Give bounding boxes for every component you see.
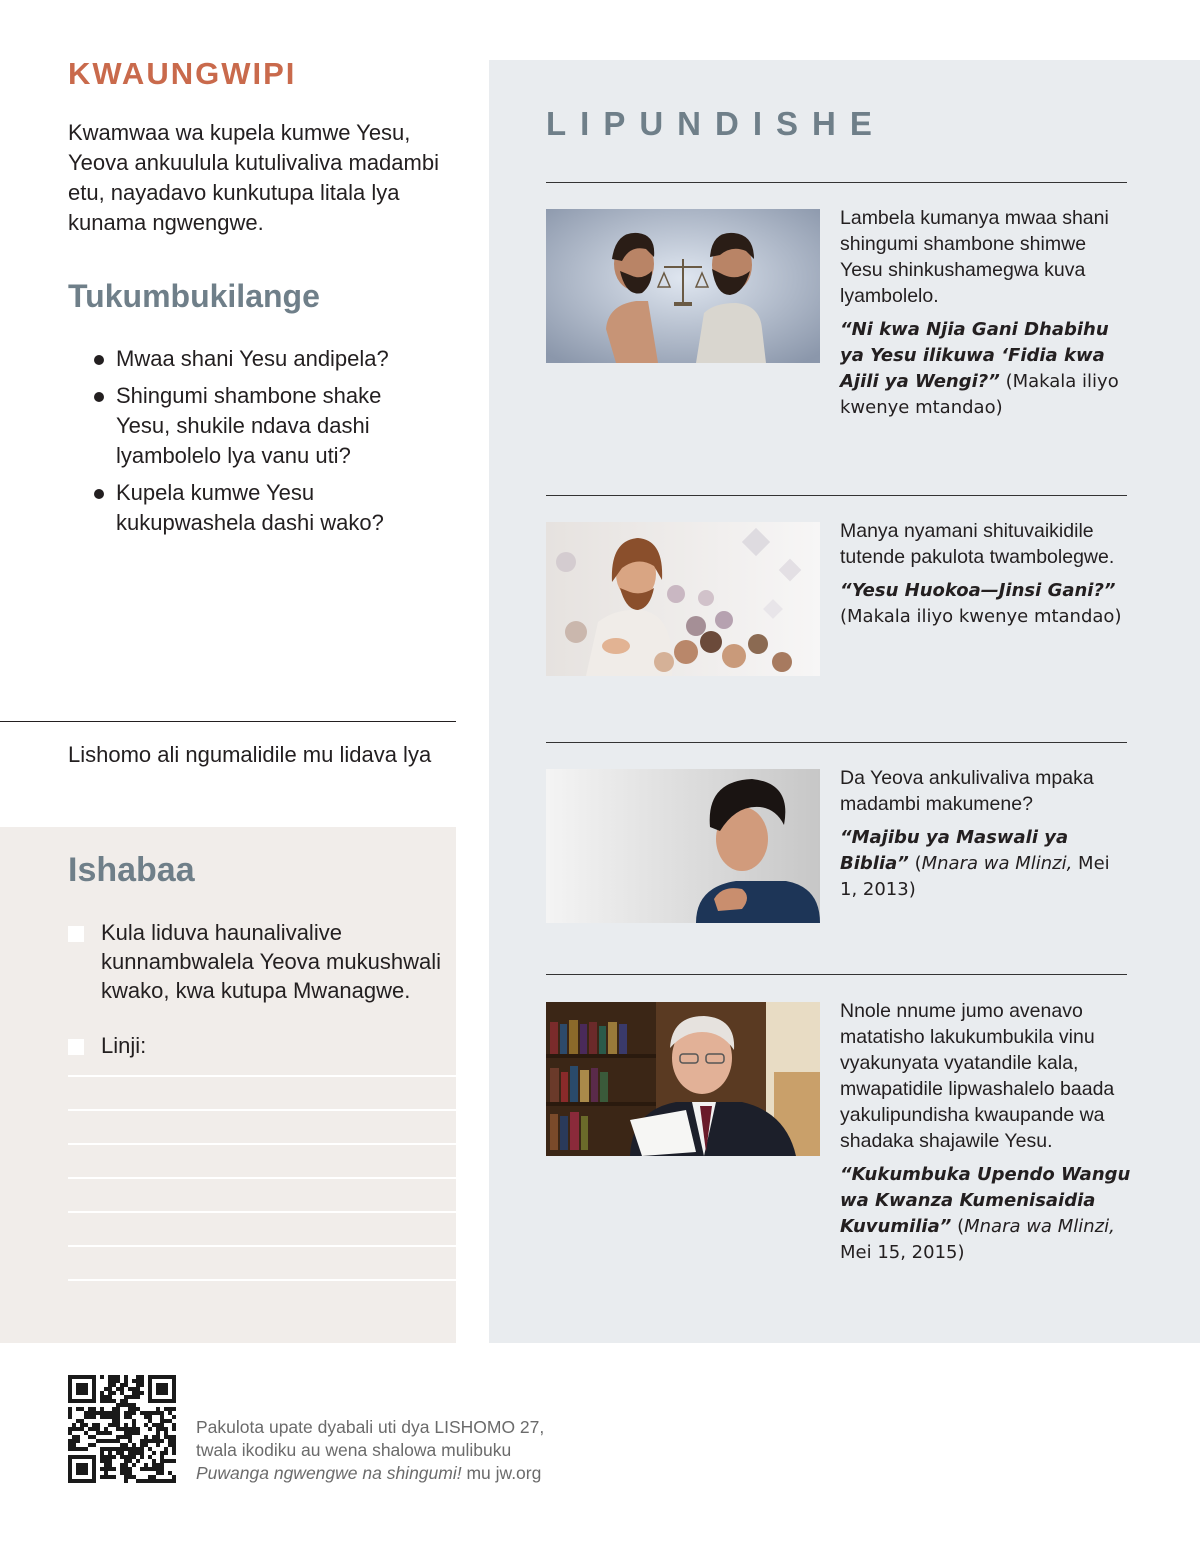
bullet-icon <box>94 392 104 402</box>
reference-source: (Makala iliyo kwenye mtandao) <box>840 606 1122 627</box>
goals-box <box>0 827 456 1343</box>
reading-item-reference[interactable] <box>840 317 1132 421</box>
summary-heading: KWAUNGWIPI <box>68 56 297 91</box>
reading-item-reference[interactable] <box>840 578 1132 630</box>
reading-heading: LIPUNDISHE <box>546 105 886 142</box>
reference-title[interactable]: “Majibu ya Maswali ya Biblia” <box>840 827 1069 874</box>
goals-heading: Ishabaa <box>68 851 195 889</box>
goal-text: Kula liduva haunalivalive kunnambwalela Yeova mukushwali kwako, kwa kutupa Mwanagwe. <box>101 920 441 1003</box>
reference-source: ( <box>951 1216 965 1237</box>
qr-code-icon[interactable] <box>68 1375 176 1483</box>
review-heading: Tukumbukilange <box>68 278 320 314</box>
divider <box>0 721 456 722</box>
reference-title[interactable]: “Yesu Huokoa—Jinsi Gani?” <box>840 580 1116 601</box>
man-praying-photo[interactable] <box>546 769 820 923</box>
reading-item-reference[interactable] <box>840 825 1132 903</box>
reading-item-text <box>840 205 1132 421</box>
review-item <box>90 344 430 374</box>
checkbox-icon[interactable] <box>68 1039 84 1055</box>
writing-line[interactable] <box>68 1075 456 1077</box>
writing-line[interactable] <box>68 1211 456 1213</box>
review-item-text: Shingumi shambone shake Yesu, shukile ndava dashi lyambolelo lya vanu uti? <box>116 383 382 468</box>
reference-date: Mei 15, 2015) <box>840 1242 965 1263</box>
goal-text: Linji: <box>101 1033 147 1058</box>
bullet-icon <box>94 489 104 499</box>
review-list <box>90 344 430 545</box>
reading-item-text <box>840 518 1132 630</box>
reference-publication: Mnara wa Mlinzi, <box>921 853 1073 874</box>
footer-line: Pakulota upate dyabali uti dya LISHOMO 27, <box>196 1417 545 1437</box>
divider <box>546 742 1127 743</box>
reading-panel <box>489 60 1200 1343</box>
man-reading-letter-photo[interactable] <box>546 1002 820 1156</box>
divider <box>546 182 1127 183</box>
bullet-icon <box>94 355 104 365</box>
reading-item-description: Da Yeova ankulivaliva mpaka madambi makumene? <box>840 767 1094 815</box>
summary-text: Kwamwaa wa kupela kumwe Yesu, Yeova ankuulula kutulivaliva madambi etu, nayadavo kunkutupa litala lya kunama ngwengwe. <box>68 120 439 235</box>
reading-item-description: Nnole nnume jumo avenavo matatisho lakukumbukila vinu vyakunyata vyatandile kala, mwapatidile lipwashalelo baada yakulipundisha kwaupande wa shadaka shajawile Yesu. <box>840 1000 1115 1152</box>
writing-line[interactable] <box>68 1279 456 1281</box>
footer-line: twala ikodiku au wena shalowa mulibuku <box>196 1440 512 1460</box>
reading-item-text <box>840 998 1132 1266</box>
reading-item-reference[interactable] <box>840 1162 1132 1266</box>
footer-text <box>196 1416 616 1485</box>
scales-of-justice-illustration[interactable] <box>546 209 820 363</box>
footer-book-title: Puwanga ngwengwe na shingumi! <box>196 1463 462 1483</box>
reference-date: Mei 1, 2013) <box>840 853 1110 900</box>
reading-item-text <box>840 765 1132 903</box>
review-item-text: Mwaa shani Yesu andipela? <box>116 346 389 371</box>
reference-source: ( <box>908 853 922 874</box>
reference-source: (Makala iliyo kwenye mtandao) <box>840 371 1119 418</box>
checkbox-icon[interactable] <box>68 926 84 942</box>
reading-item-description: Manya nyamani shituvaikidile tutende pakulota twambolegwe. <box>840 520 1115 568</box>
review-item <box>90 478 430 538</box>
lesson-completed-label: Lishomo ali ngumalidile mu lidava lya <box>68 742 432 767</box>
review-item <box>90 381 430 471</box>
reference-title[interactable]: “Kukumbuka Upendo Wangu wa Kwanza Kumenisaidia Kuvumilia” <box>840 1164 1131 1237</box>
divider <box>546 495 1127 496</box>
reading-item-description: Lambela kumanya mwaa shani shingumi shambone shimwe Yesu shinkushamegwa kuva lyambolelo. <box>840 207 1109 307</box>
writing-line[interactable] <box>68 1245 456 1247</box>
jesus-and-people-illustration[interactable] <box>546 522 820 676</box>
footer-line[interactable]: mu jw.org <box>461 1463 542 1483</box>
writing-line[interactable] <box>68 1177 456 1179</box>
review-item-text: Kupela kumwe Yesu kukupwashela dashi wako? <box>116 480 384 535</box>
reference-title[interactable]: “Ni kwa Njia Gani Dhabihu ya Yesu ilikuwa ‘Fidia kwa Ajili ya Wengi?” <box>840 319 1109 392</box>
divider <box>546 974 1127 975</box>
writing-line[interactable] <box>68 1109 456 1111</box>
writing-line[interactable] <box>68 1143 456 1145</box>
reference-publication: Mnara wa Mlinzi, <box>964 1216 1115 1237</box>
